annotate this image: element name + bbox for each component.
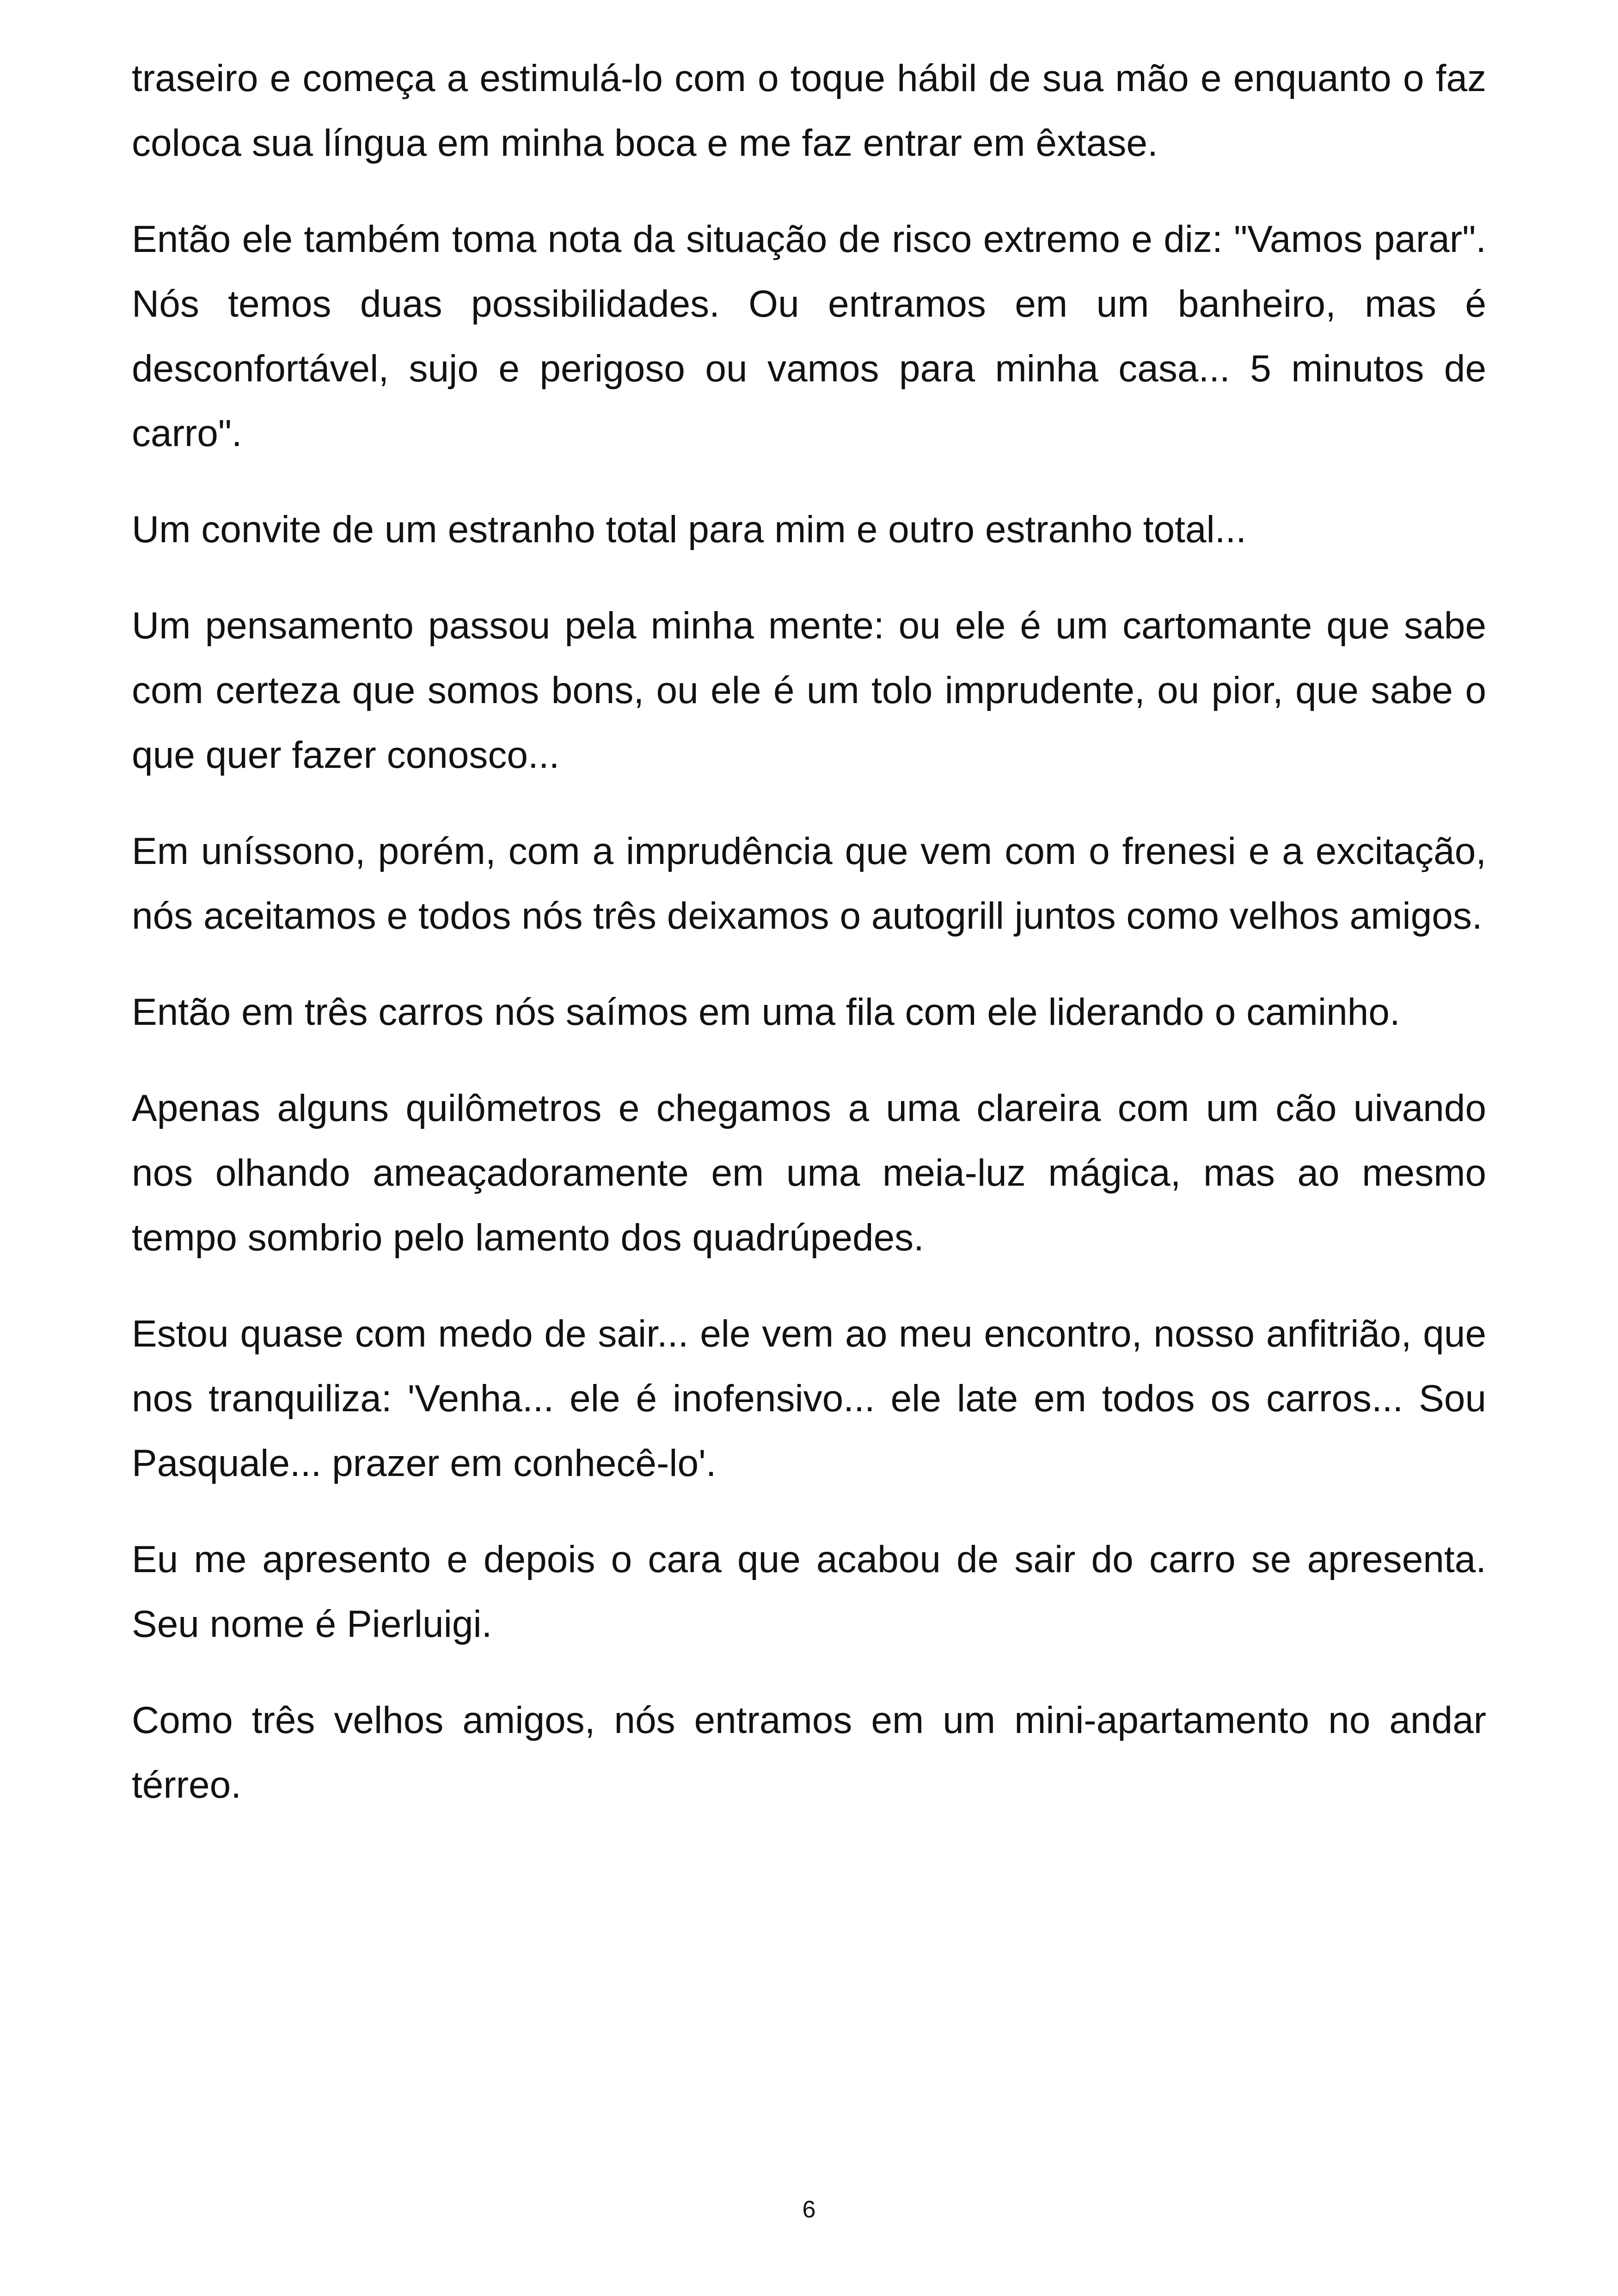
paragraph: traseiro e começa a estimulá-lo com o toque hábil de sua mão e enquanto o faz coloca sua língua em minha boca e me faz entrar em êxtase.	[132, 57, 1486, 164]
paragraph: Estou quase com medo de sair... ele vem ao meu encontro, nosso anfitrião, que nos tranquiliza: 'Venha... ele é inofensivo... ele late em todos os carros... Sou Pasquale... prazer em conhecê-lo'.	[132, 1313, 1486, 1484]
paragraph: Apenas alguns quilômetros e chegamos a uma clareira com um cão uivando nos olhando ameaçadoramente em uma meia-luz mágica, mas ao mesmo tempo sombrio pelo lamento dos quadrúpedes.	[132, 1087, 1486, 1259]
paragraph: Então ele também toma nota da situação de risco extremo e diz: "Vamos parar". Nós temos duas possibilidades. Ou entramos em um banheiro, mas é desconfortável, sujo e perigoso ou vamos para minha casa... 5 minutos de carro".	[132, 218, 1486, 454]
paragraph: Em uníssono, porém, com a imprudência que vem com o frenesi e a excitação, nós aceitamos e todos nós três deixamos o autogrill juntos como velhos amigos.	[132, 830, 1486, 937]
paragraph: Então em três carros nós saímos em uma fila com ele liderando o caminho.	[132, 991, 1400, 1033]
page-number: 6	[802, 2196, 816, 2223]
paragraph: Um convite de um estranho total para mim e outro estranho total...	[132, 508, 1247, 551]
paragraph: Um pensamento passou pela minha mente: ou ele é um cartomante que sabe com certeza que somos bons, ou ele é um tolo imprudente, ou pior, que sabe o que quer fazer conosco...	[132, 605, 1486, 776]
paragraph: Eu me apresento e depois o cara que acabou de sair do carro se apresenta. Seu nome é Pierluigi.	[132, 1538, 1486, 1645]
paragraph: Como três velhos amigos, nós entramos em um mini-apartamento no andar térreo.	[132, 1699, 1486, 1806]
page-body	[132, 46, 1486, 1849]
